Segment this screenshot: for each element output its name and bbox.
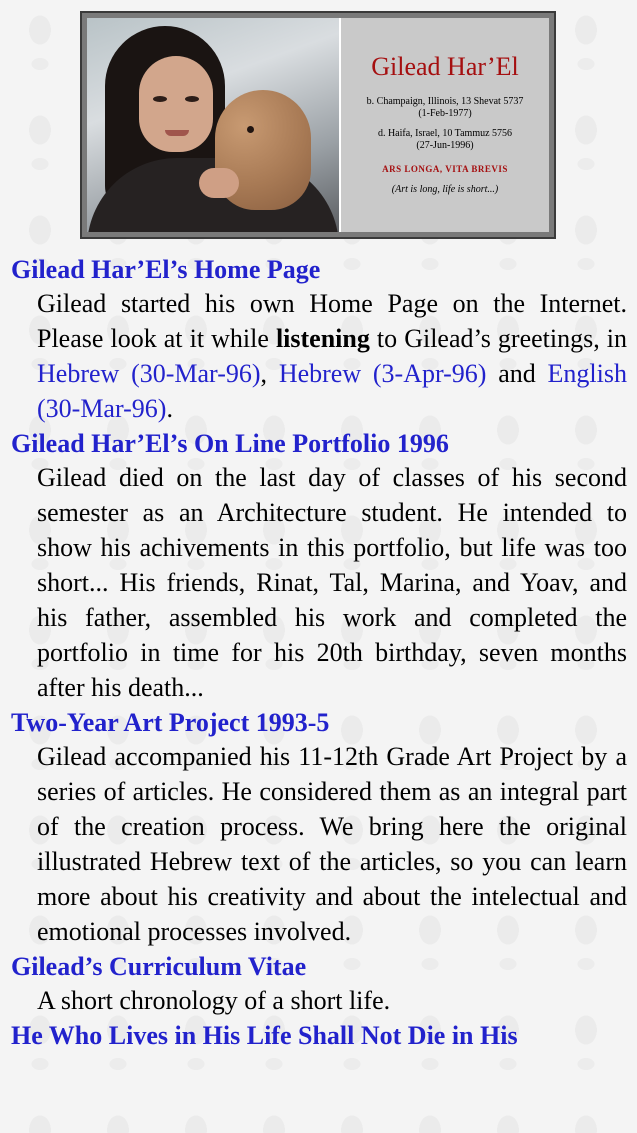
memorial-name: Gilead Har’El bbox=[371, 52, 519, 81]
art-project-description: Gilead accompanied his 11-12th Grade Art Project by a series of articles. He considered them as an integral part of the creation process. We bring here the original illustrated Hebrew text of the articles, so you can learn more about his creativity and about the intelectual and emotional processes involved. bbox=[37, 742, 627, 946]
death-place-date: d. Haifa, Israel, 10 Tammuz 5756 bbox=[377, 128, 513, 139]
art-project-link[interactable]: Two-Year Art Project 1993-5 bbox=[11, 708, 330, 737]
latin-motto: ARS LONGA, VITA BREVIS bbox=[382, 164, 508, 174]
death-date-gregorian: (27-Jun-1996) bbox=[416, 140, 474, 151]
photo-dog-eye bbox=[247, 126, 254, 133]
portrait-photo bbox=[87, 18, 341, 232]
hebrew-greeting-link-1[interactable]: Hebrew (30-Mar-96) bbox=[37, 359, 261, 388]
header-inner bbox=[87, 18, 549, 232]
curriculum-vitae-link[interactable]: Gilead’s Curriculum Vitae bbox=[11, 952, 307, 981]
home-page-description bbox=[37, 286, 627, 426]
photo-eye-right bbox=[185, 96, 199, 102]
english-greeting-link[interactable]: English (30-Mar-96) bbox=[37, 359, 627, 423]
photo-eye-left bbox=[153, 96, 167, 102]
header-banner bbox=[80, 11, 556, 239]
birth-date-gregorian: (1-Feb-1977) bbox=[418, 108, 472, 119]
birth-place-date: b. Champaign, Illinois, 13 Shevat 5737 bbox=[366, 96, 524, 107]
listening-bold: listening bbox=[275, 324, 370, 353]
home-page-link[interactable]: Gilead Har’El’s Home Page bbox=[11, 255, 321, 284]
portfolio-link[interactable]: Gilead Har’El’s On Line Portfolio 1996 bbox=[11, 429, 449, 458]
separator-comma: , bbox=[260, 359, 279, 388]
portfolio-description: Gilead died on the last day of classes of his second semester as an Architecture student. He intended to show his achivements in this portfolio, but life was too short... His friends, Rinat, Tal, Marina, and Yoav, and his father, assembled his work and completed the portfolio in time for his 20th birthday, seven months after his death... bbox=[37, 463, 627, 702]
curriculum-vitae-description: A short chronology of a short life. bbox=[37, 986, 391, 1015]
lives-in-his-life-link[interactable]: He Who Lives in His Life Shall Not Die in His bbox=[11, 1021, 518, 1050]
photo-hand bbox=[199, 168, 239, 198]
hebrew-greeting-link-2[interactable]: Hebrew (3-Apr-96) bbox=[278, 359, 487, 388]
home-page-text-b: to Gilead’s greetings, in bbox=[369, 324, 627, 353]
memorial-info bbox=[341, 18, 549, 232]
photo-face bbox=[139, 56, 213, 152]
photo-mouth bbox=[165, 130, 189, 136]
separator-and: and bbox=[486, 359, 548, 388]
main-content bbox=[11, 254, 627, 1052]
home-page-text-a: Gilead started his own Home Page on the Internet. Please look at it while bbox=[37, 289, 627, 353]
motto-translation: (Art is long, life is short...) bbox=[391, 184, 499, 195]
period: . bbox=[166, 394, 173, 423]
